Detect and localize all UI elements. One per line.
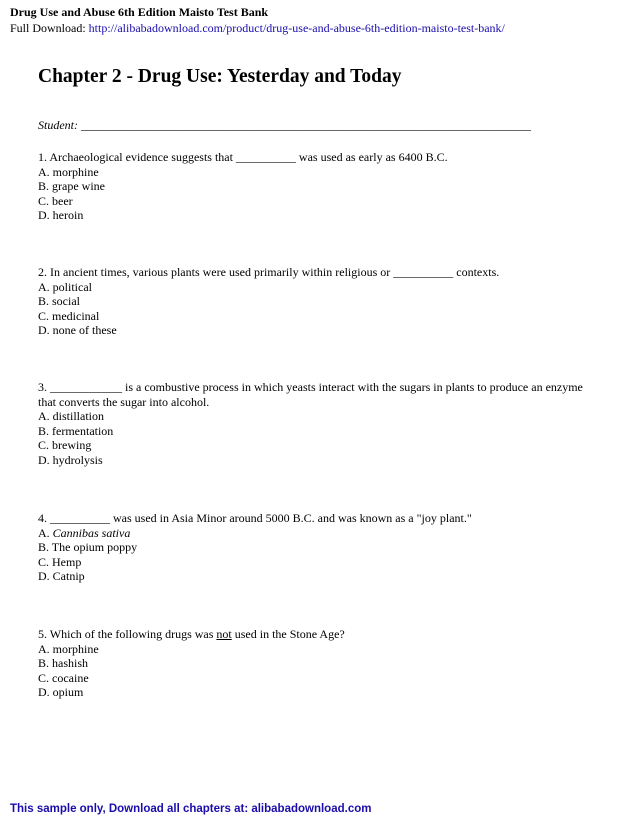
answer-option: A. morphine [38, 641, 99, 656]
question-stem: 3. ____________ is a combustive process in which yeasts interact with the sugars in plants to produce an enzyme that converts the sugar into alcohol. [38, 380, 583, 409]
stem-text-after: used in the Stone Age? [231, 627, 345, 641]
question-3 [38, 380, 598, 468]
download-line [10, 20, 630, 36]
option-prefix: A. [38, 525, 53, 540]
document-title: Drug Use and Abuse 6th Edition Maisto Test Bank [10, 5, 269, 19]
download-label: Full Download: [10, 21, 89, 35]
answer-option: D. heroin [38, 208, 84, 223]
answer-option [38, 526, 598, 541]
answer-option: A. distillation [38, 409, 104, 424]
answer-option: D. hydrolysis [38, 452, 103, 467]
answer-option: C. cocaine [38, 670, 89, 685]
question-stem [38, 627, 598, 642]
answer-option: D. none of these [38, 323, 117, 338]
question-1 [38, 150, 598, 223]
answer-option: A. political [38, 279, 92, 294]
answer-option: B. social [38, 294, 80, 309]
question-5 [38, 627, 598, 700]
footer-download-notice[interactable]: This sample only, Download all chapters at: alibabadownload.com [10, 803, 372, 815]
option-italic-text: Cannibas sativa [52, 525, 131, 540]
stem-text-before: 5. Which of the following drugs was [38, 627, 217, 641]
answer-option: D. opium [38, 685, 84, 700]
download-link[interactable]: http://alibabadownload.com/product/drug-use-and-abuse-6th-edition-maisto-test-bank/ [88, 21, 505, 35]
question-stem: 4. __________ was used in Asia Minor around 5000 B.C. and was known as a "joy plant." [38, 511, 472, 525]
answer-option: B. fermentation [38, 423, 114, 438]
answer-option: B. grape wine [38, 179, 105, 194]
answer-option: B. hashish [38, 656, 89, 671]
answer-option: C. brewing [38, 438, 92, 453]
stem-underlined-word: not [216, 627, 232, 641]
question-2 [38, 265, 598, 338]
answer-option: C. beer [38, 193, 73, 208]
question-stem: 1. Archaeological evidence suggests that __________ was used as early as 6400 B.C. [38, 150, 448, 164]
page-header [10, 4, 630, 36]
answer-option: C. Hemp [38, 554, 82, 569]
answer-option: C. medicinal [38, 308, 100, 323]
question-4 [38, 511, 598, 584]
student-name-line: Student: ___________________________________________________________________________ [38, 118, 531, 132]
answer-option: D. Catnip [38, 569, 85, 584]
answer-option: A. morphine [38, 164, 99, 179]
question-stem: 2. In ancient times, various plants were used primarily within religious or __________ contexts. [38, 265, 500, 279]
answer-option: B. The opium poppy [38, 540, 138, 555]
chapter-title: Chapter 2 - Drug Use: Yesterday and Today [38, 66, 402, 87]
